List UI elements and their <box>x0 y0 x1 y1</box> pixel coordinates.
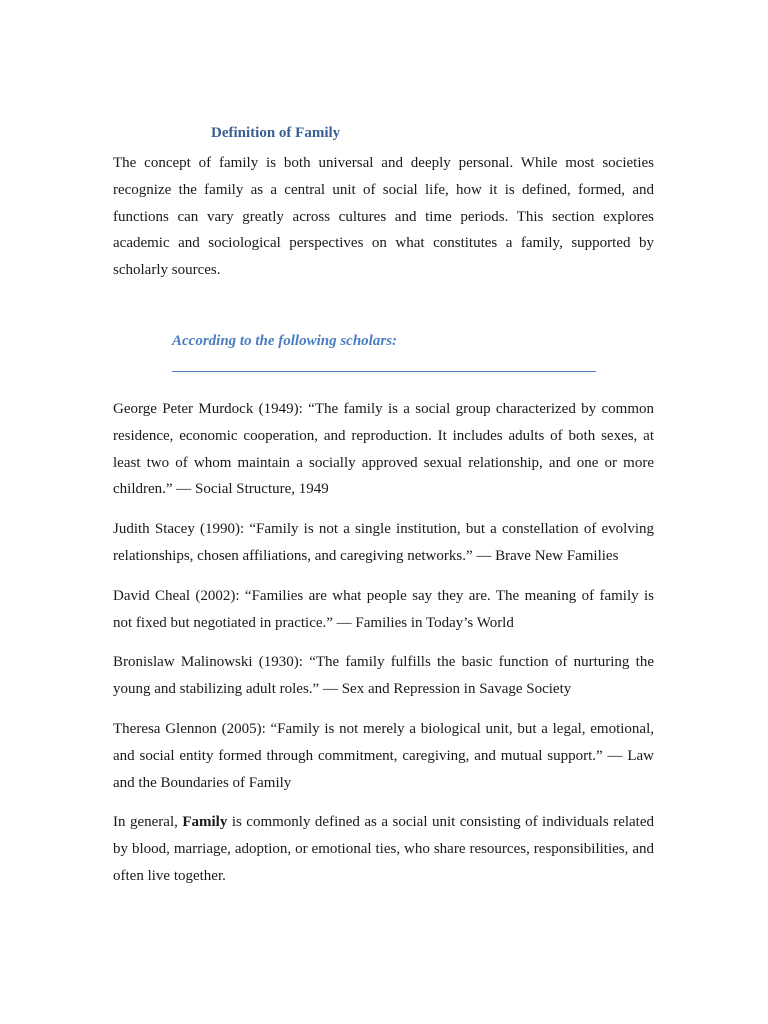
scholar-quote-malinowski: Bronislaw Malinowski (1930): “The family fulfills the basic function of nurturing the young and stabilizing adult roles.” — Sex and Repression in Savage Society <box>113 654 654 698</box>
scholar-quote-cheal: David Cheal (2002): “Families are what people say they are. The meaning of family is not fixed but negotiated in practice.” — Families in Today’s World <box>113 587 654 631</box>
document-page <box>113 124 654 890</box>
summary-paragraph <box>113 809 654 889</box>
scholar-quote-stacey: Judith Stacey (1990): “Family is not a single institution, but a constellation of evolving relationships, chosen affiliations, and caregiving networks.” — Brave New Families <box>113 521 654 564</box>
scholars-heading: According to the following scholars: <box>172 332 398 349</box>
heading-underline-rule <box>172 371 596 372</box>
intro-paragraph: The concept of family is both universal and deeply personal. While most societies recognize the family as a central unit of social life, how it is defined, formed, and functions can vary greatly across cultures and time periods. This section explores academic and sociological perspectives on what constitutes a family, supported by scholarly sources. <box>113 155 654 279</box>
summary-rest: is commonly defined as a social unit consisting of individuals related by blood, marriage, adoption, or emotional ties, who share resources, responsibilities, and often live together. <box>113 814 654 884</box>
summary-prefix: In general, <box>113 814 183 831</box>
summary-term: Family <box>182 814 228 831</box>
scholar-quote-glennon: Theresa Glennon (2005): “Family is not merely a biological unit, but a legal, emotional, and social entity formed through commitment, caregiving, and mutual support.” — Law and the Boundaries of Family <box>113 720 654 791</box>
section-title: Definition of Family <box>211 125 341 141</box>
scholar-quote-murdock: George Peter Murdock (1949): “The family is a social group characterized by common residence, economic cooperation, and reproduction. It includes adults of both sexes, at least two of whom maintain a socially approved sexual relationship, and one or more children.” — Social Structure, 1949 <box>113 400 654 498</box>
